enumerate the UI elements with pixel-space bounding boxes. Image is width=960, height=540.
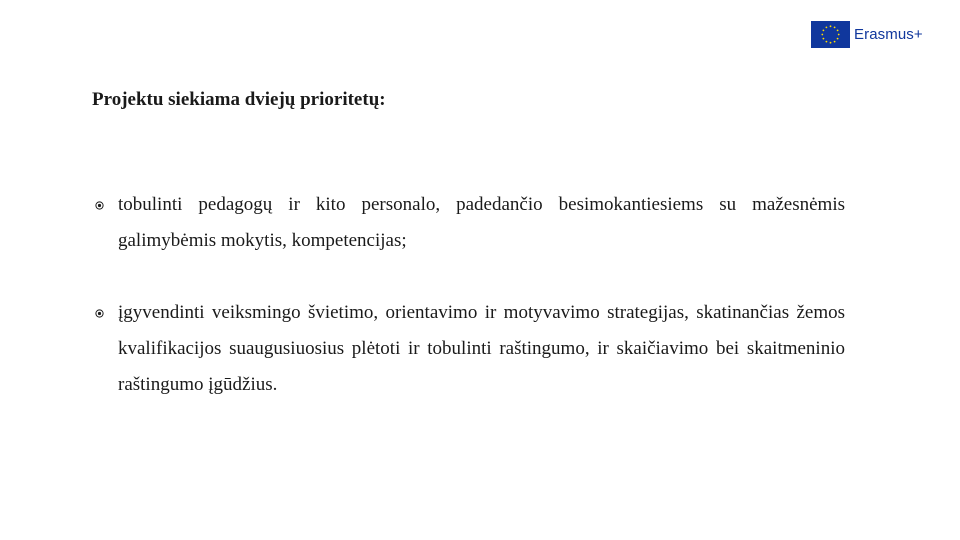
bullet-dot-icon (92, 187, 106, 223)
logo-text: Erasmus+ (854, 26, 923, 43)
erasmus-logo (811, 21, 923, 48)
flag-star (826, 27, 828, 29)
flag-star (823, 30, 825, 32)
flag-star (834, 41, 836, 43)
priority-list (92, 187, 845, 403)
flag-star (838, 34, 840, 36)
flag-star (830, 25, 832, 27)
page-heading: Projektu siekiama dviejų prioritetų: (92, 89, 386, 110)
flag-star (826, 41, 828, 43)
list-item-text: tobulinti pedagogų ir kito personalo, padedančio besimokantiesiems su mažesnėmis galimybėmis mokytis, kompetencijas; (118, 194, 845, 251)
flag-star (830, 42, 832, 44)
flag-star (837, 30, 839, 32)
flag-star (823, 38, 825, 40)
list-item (92, 295, 845, 403)
eu-flag-icon (811, 21, 850, 48)
list-item-text: įgyvendinti veiksmingo švietimo, orientavimo ir motyvavimo strategijas, skatinančias žemos kvalifikacijos suaugusiuosius plėtoti ir tobulinti raštingumo, ir skaičiavimo bei skaitmeninio raštingumo įgūdžius. (118, 302, 845, 395)
flag-star (821, 34, 823, 36)
list-item (92, 187, 845, 259)
bullet-dot-icon (92, 295, 106, 331)
flag-star (834, 27, 836, 29)
flag-star (837, 38, 839, 40)
